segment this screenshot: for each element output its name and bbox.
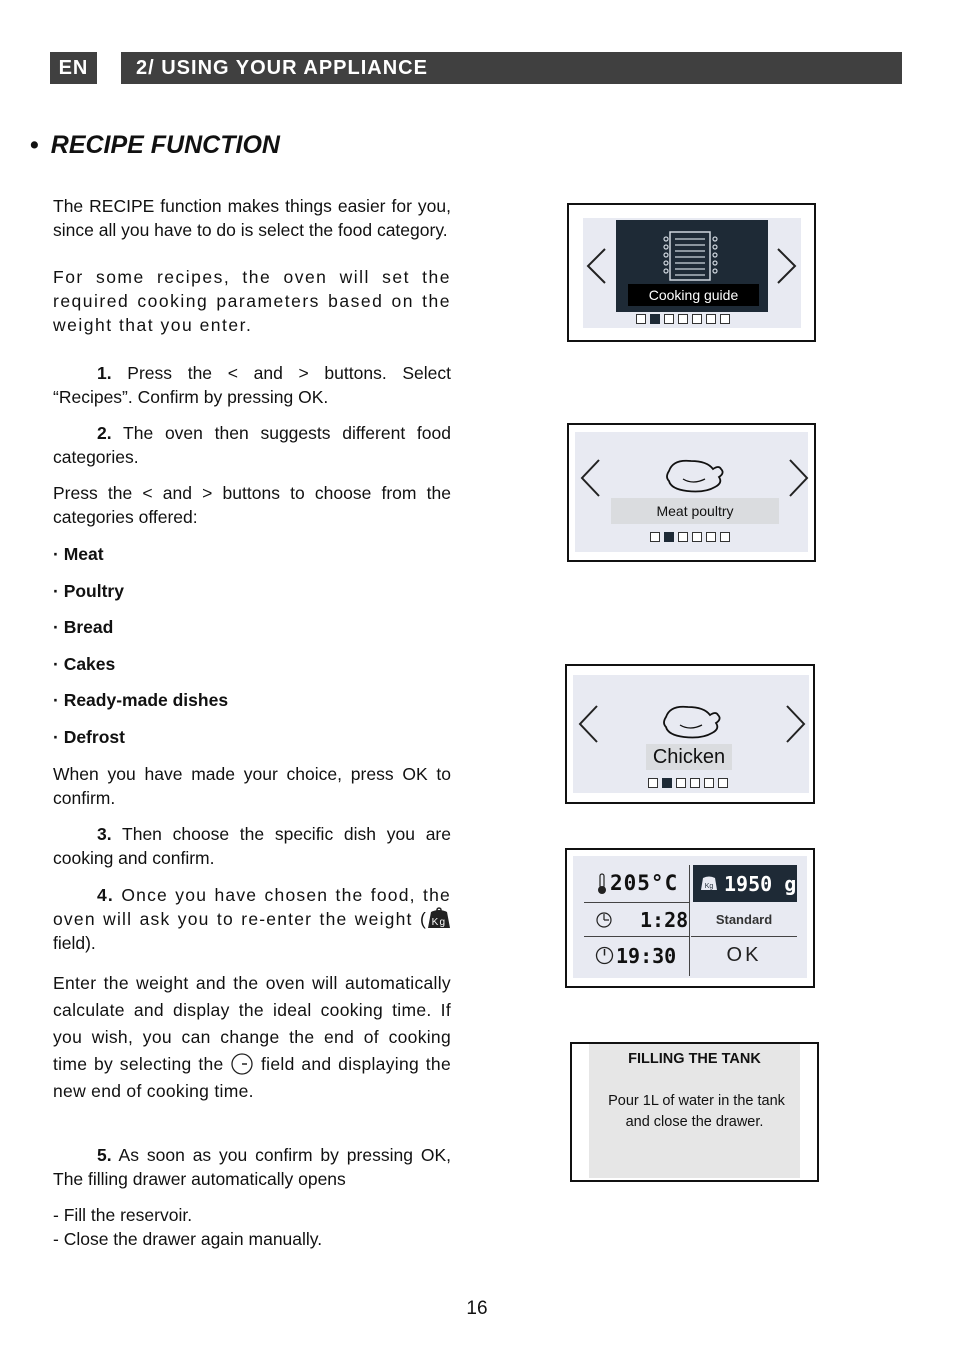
clock-icon [230, 1053, 254, 1075]
chevron-left-icon [579, 458, 601, 498]
page-dots [636, 314, 730, 324]
page-dots [650, 532, 730, 542]
step-4: 4. Once you have chosen the food, the oven will ask you to re-enter the weight ( Kg field). [53, 885, 451, 953]
clock-end-icon [595, 946, 614, 965]
step-5 [53, 1143, 451, 1191]
step-4-number: 4. [97, 885, 114, 905]
page-dot-active [662, 778, 672, 788]
step-4-text: Once you have chosen the food, the oven will ask you to re-enter the weight [53, 885, 451, 929]
weight-cell [693, 865, 797, 902]
category-meat: · Meat [53, 544, 104, 564]
kg-weight-icon-label: Kg [704, 883, 714, 890]
page-title [30, 131, 280, 160]
title-text: RECIPE FUNCTION [50, 131, 280, 159]
book-icon [662, 229, 724, 283]
cooking-guide-panel [616, 220, 768, 312]
screen-settings [565, 848, 815, 988]
tank-title: FILLING THE TANK [628, 1051, 761, 1067]
tank-line-2: and close the drawer. [625, 1114, 764, 1130]
chevron-right-icon [785, 704, 807, 744]
page-number: 16 [466, 1298, 488, 1319]
step-2-number: 2. [97, 423, 112, 443]
step-3 [53, 822, 451, 870]
step-5-number: 5. [97, 1145, 112, 1165]
choice-paragraph: When you have made your choice, press OK to confirm. [53, 764, 451, 808]
chevron-left-icon [585, 247, 607, 285]
kg-icon-label: Kg [431, 917, 447, 928]
chicken-icon [660, 701, 726, 741]
grid-divider [689, 865, 690, 976]
duration-value: 1:28 [640, 908, 689, 932]
category-bread: · Bread [53, 617, 114, 637]
category-ready-made: · Ready-made dishes [53, 690, 229, 710]
page-dot [690, 778, 700, 788]
step-1-number: 1. [97, 363, 112, 383]
step-2-text: The oven then suggests different food categories. [53, 423, 451, 467]
page-dot [678, 532, 688, 542]
cooking-guide-label: Cooking guide [628, 284, 759, 306]
page-dot [664, 314, 674, 324]
end-time-value: 19:30 [616, 944, 677, 968]
page-dot-active [650, 314, 660, 324]
kg-weight-icon [700, 874, 718, 891]
category-poultry: · Poultry [53, 581, 124, 601]
screen-dish [565, 664, 815, 804]
step-4-field-text: field). [53, 933, 96, 953]
page-dot [720, 314, 730, 324]
tank-line-1: Pour 1L of water in the tank [608, 1093, 785, 1109]
page-dot [718, 778, 728, 788]
step-1 [53, 361, 451, 409]
page-dots [648, 778, 728, 788]
chevron-right-icon [776, 247, 798, 285]
page-dot [720, 532, 730, 542]
temperature-cell [584, 865, 689, 903]
dish-label: Chicken [646, 744, 732, 770]
final-line-2: - Close the drawer again manually. [53, 1229, 323, 1249]
kg-icon [427, 907, 451, 929]
step-1-text: Press the < and > buttons. Select “Recipes”. Confirm by pressing OK. [53, 363, 451, 407]
page-dot [692, 532, 702, 542]
page-dot-active [664, 532, 674, 542]
settings-grid [584, 865, 797, 976]
intro-paragraph-2: For some recipes, the oven will set the required cooking parameters based on the weight that you enter. [53, 267, 451, 335]
duration-cell [584, 903, 689, 937]
weight-text-a: Enter the weight and the oven will automatically calculate and display the ideal cooking time. If you wish, you can change the end of cooking time by selecting the [53, 973, 451, 1074]
timer-icon [595, 911, 613, 929]
temperature-value: 205°C [610, 871, 679, 895]
category-defrost: · Defrost [53, 727, 125, 747]
page-dot [650, 532, 660, 542]
title-bullet: • [30, 131, 39, 159]
section-header: 2/ USING YOUR APPLIANCE [121, 52, 902, 84]
category-cakes: · Cakes [53, 654, 116, 674]
mode-value: Standard [715, 912, 773, 927]
page-dot [704, 778, 714, 788]
weight-value: 1950 g [724, 872, 797, 896]
weight-paragraph [53, 970, 451, 1105]
page-dot [636, 314, 646, 324]
screen-cooking-guide [567, 203, 816, 342]
intro-paragraph-1: The RECIPE function makes things easier for you, since all you have to do is select the food category. [53, 196, 451, 240]
step-5-text: As soon as you confirm by pressing OK, The filling drawer automatically opens [53, 1145, 451, 1189]
poultry-icon [663, 455, 729, 495]
page-dot [648, 778, 658, 788]
thermometer-icon [597, 873, 607, 895]
language-tag: EN [50, 52, 97, 84]
category-label: Meat poultry [611, 498, 779, 524]
step-3-number: 3. [97, 824, 112, 844]
press-paragraph: Press the < and > buttons to choose from the categories offered: [53, 483, 451, 527]
screen-filling-tank [570, 1042, 819, 1182]
end-time-cell [584, 937, 689, 974]
page-dot [706, 314, 716, 324]
weight-text-b: field and displaying the new end of cooking time. [53, 1054, 451, 1101]
mode-cell [691, 903, 797, 937]
screen-category [567, 423, 816, 562]
chevron-left-icon [577, 704, 599, 744]
page-dot [706, 532, 716, 542]
final-line-1: - Fill the reservoir. [53, 1205, 193, 1225]
step-2 [53, 421, 451, 469]
page-dot [678, 314, 688, 324]
chevron-right-icon [788, 458, 810, 498]
ok-label: OK [726, 944, 762, 966]
step-3-text: Then choose the specific dish you are cooking and confirm. [53, 824, 451, 868]
page-dot [692, 314, 702, 324]
ok-cell [691, 937, 797, 974]
page-dot [676, 778, 686, 788]
